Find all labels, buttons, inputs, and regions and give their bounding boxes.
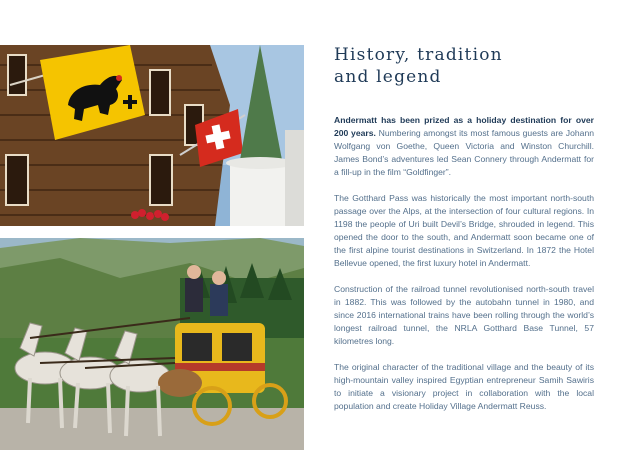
paragraph-intro-body: Numbering amongst its most famous guests are Johann Wolfgang von Goethe, Queen Victoria and Winston Churchill. James Bond’s adventures led Sean Connery through Andermatt for a fill-up in the film “Goldfinger”.: [334, 128, 595, 177]
paragraph-railroad-tunnel: Construction of the railroad tunnel revolutionised north-south travel in 1882. This was followed by the autobahn tunnel in 1980, and since 2016 international trains have been rolling through the world’s longest railroad tunnel, the NRLA Gotthard Base Tunnel, 57 kilometres long.: [334, 284, 594, 346]
chalet-flags-illustration: [0, 45, 304, 226]
page-title-line-1: History, tradition: [334, 45, 503, 65]
paragraph-holiday-village: The original character of the traditional village and the beauty of its high-mountain valley inspired Egyptian entrepreneur Samih Sawiris to initiate a visionary project in collaboration with the local population and create Holiday Village Andermatt Reuss.: [334, 362, 594, 411]
page-title-line-2: and legend: [334, 67, 442, 87]
postal-coach-illustration: [0, 238, 304, 450]
paragraph-intro: [334, 114, 594, 179]
chalet-flags-photo: [0, 45, 304, 226]
page-title: [334, 44, 594, 88]
article-text-column: [334, 44, 594, 426]
postal-coach-photo: [0, 238, 304, 450]
paragraph-intro-lead: Andermatt has been prized as a holiday destination for over 200 years.: [334, 115, 594, 138]
paragraph-gotthard-pass: The Gotthard Pass was historically the most important north-south passage over the Alps, at the intersection of four cultural regions. In 1198 the people of Uri built Devil’s Bridge, shrouded in legend. This opened the door to the south, and Andermatt soon became one of the first alpine tourist destinations in Switzerland. In 1872 the Hotel Bellevue opened, the first luxury hotel in Andermatt.: [334, 193, 594, 268]
